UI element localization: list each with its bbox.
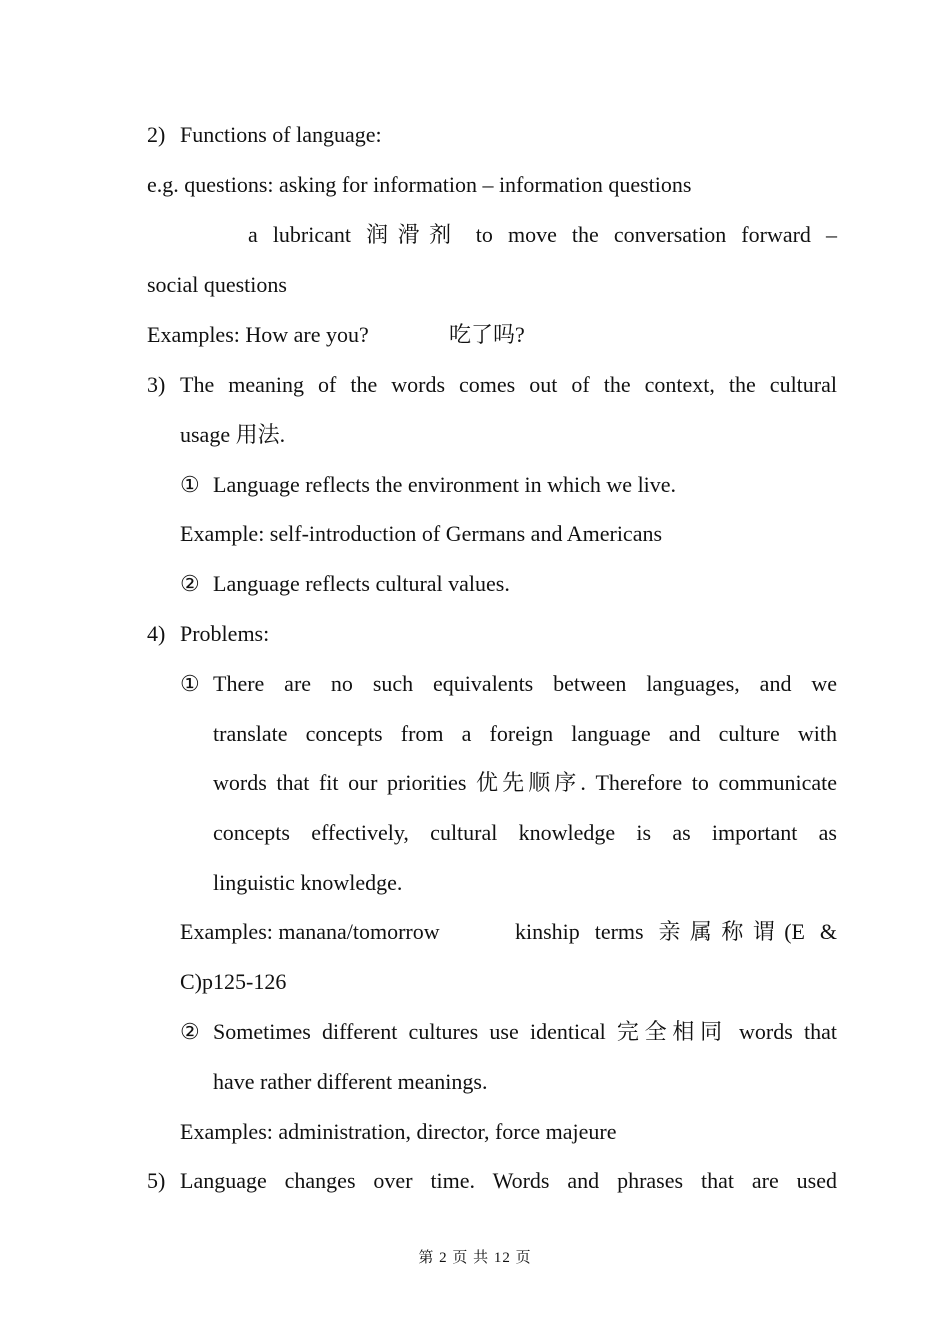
circled-marker-2: ② <box>180 1019 200 1044</box>
section-title-functions: Functions of language: <box>180 122 382 147</box>
section-3-line-2: usage 用法. <box>180 422 286 447</box>
circled-marker-1: ① <box>180 671 200 696</box>
examples-chinese-greeting: 吃了吗? <box>449 322 525 347</box>
problem-1-line-5: linguistic knowledge. <box>213 870 403 895</box>
section-3-line-1: The meaning of the words comes out of the context, the cultural <box>180 372 837 397</box>
section-number-2: 2) <box>147 122 166 147</box>
example-self-introduction: Example: self-introduction of Germans and Americans <box>180 521 663 546</box>
problem-1-line-4: concepts effectively, cultural knowledge is as important as <box>213 820 837 845</box>
section-title-problems: Problems: <box>180 621 270 646</box>
examples-page-ref: C)p125-126 <box>180 969 287 994</box>
section-number-3: 3) <box>147 372 166 397</box>
problem-2-line-1: Sometimes different cultures use identical 完全相同 words that <box>213 1019 837 1044</box>
circled-marker-2: ② <box>180 571 200 596</box>
circled-marker-1: ① <box>180 472 200 497</box>
problem-1-line-1: There are no such equivalents between languages, and we <box>213 671 837 696</box>
point-cultural-values: Language reflects cultural values. <box>213 571 510 596</box>
lubricant-line: a lubricant 润滑剂 to move the conversation forward – <box>248 222 837 247</box>
examples-manana: Examples: manana/tomorrow <box>180 919 440 944</box>
section-number-4: 4) <box>147 621 166 646</box>
section-5-line-1: Language changes over time. Words and phrases that are used <box>180 1168 837 1193</box>
page-footer: 第 2 页 共 12 页 <box>418 1250 532 1266</box>
problem-1-line-2: translate concepts from a foreign language and culture with <box>213 721 837 746</box>
section-number-5: 5) <box>147 1168 166 1193</box>
problem-2-line-2: have rather different meanings. <box>213 1069 488 1094</box>
social-questions-line: social questions <box>147 272 287 297</box>
problem-1-line-3: words that fit our priorities 优先顺序. Therefore to communicate <box>213 770 837 795</box>
examples-how-are-you: Examples: How are you? <box>147 322 369 347</box>
example-questions-line: e.g. questions: asking for information – information questions <box>147 172 692 197</box>
examples-kinship-terms: kinship terms 亲属称谓(E & <box>515 919 837 944</box>
examples-administration: Examples: administration, director, force majeure <box>180 1119 617 1144</box>
point-environment: Language reflects the environment in which we live. <box>213 472 677 497</box>
